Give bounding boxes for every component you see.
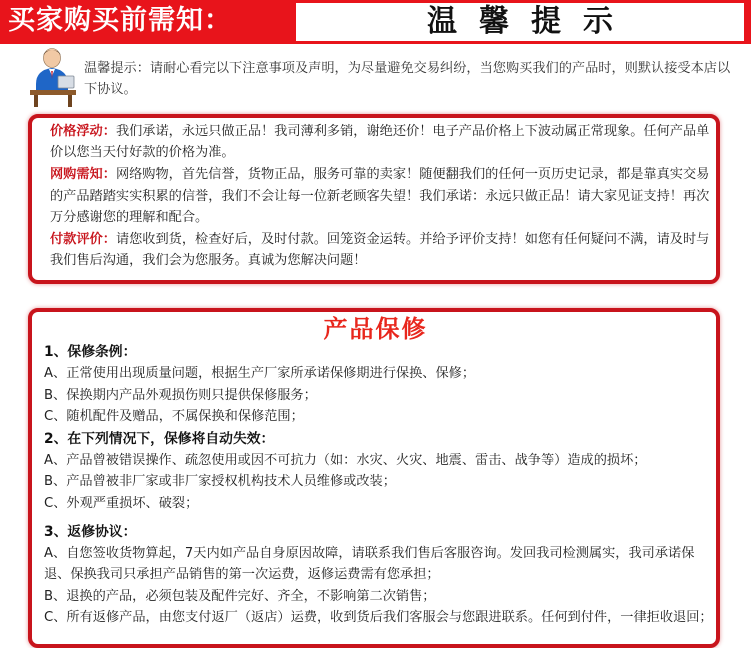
- notice-payment: [50, 229, 710, 271]
- section2-item: A、产品曾被错误操作、疏忽使用或因不可抗力（如：水灾、火灾、地震、雷击、战争等）造成的损坏；: [44, 452, 647, 468]
- person-at-desk-icon: [30, 46, 76, 108]
- notice-price-text: 我们承诺，永远只做正品！我司薄利多销，谢绝还价！电子产品价格上下波动属正常现象。任何产品单价以您当天付好款的价格为准。: [50, 124, 710, 161]
- notice-price: [50, 121, 710, 163]
- section1-item: B、保换期内产品外观损伤则只提供保修服务；: [44, 387, 317, 403]
- warranty-title: 产品保修: [323, 315, 428, 343]
- notice-shopping: [50, 164, 710, 228]
- section1-item: C、随机配件及赠品，不属保换和保修范围；: [44, 409, 304, 425]
- notice-list: [50, 121, 710, 272]
- section2-item: B、产品曾被非厂家或非厂家授权机构技术人员维修或改装；: [44, 474, 396, 490]
- notice-payment-key: 付款评价：: [50, 232, 116, 248]
- section3-item: A、自您签收货物算起，7天内如产品自身原因故障，请联系我们售后客服咨询。发回我司检测属实，我司承诺保退、保换我司只承担产品销售的第一次运费，返修运费需有您承担；: [44, 545, 695, 583]
- section2-heading: 2、在下列情况下，保修将自动失效：: [44, 430, 275, 447]
- banner-right-title: 温馨提示: [427, 4, 635, 39]
- warranty-list: [44, 341, 714, 629]
- top-banner: [0, 0, 751, 44]
- section3-item: B、退换的产品，必须包装及配件完好、齐全，不影响第二次销售；: [44, 588, 436, 604]
- section3-heading: 3、返修协议：: [44, 523, 137, 540]
- section3-item: C、所有返修产品，由您支付返厂（返店）运费，收到货后我们客服会与您跟进联系。任何到付件，一律拒收退回；: [44, 610, 713, 626]
- notice-price-key: 价格浮动：: [50, 124, 116, 139]
- section1-heading: 1、保修条例：: [44, 344, 137, 360]
- banner-right-box: [296, 3, 744, 41]
- section1-item: A、正常使用出现质量问题，根据生产厂家所承诺保修期进行保换、保修；: [44, 366, 476, 381]
- notice-payment-text: 请您收到货，检查好后，及时付款。回笼资金运转。并给予评价支持！如您有任何疑问不满，请及时与我们售后沟通，我们会为您服务。真诚为您解决问题！: [50, 232, 710, 269]
- notice-shopping-key: 网购需知：: [50, 167, 116, 183]
- banner-left-title: 买家购买前需知：: [8, 5, 232, 36]
- notice-shopping-text: 网络购物，首先信誉，货物正品，服务可靠的卖家！随便翻我们的任何一页历史记录，都是靠真实交易的产品踏踏实实积累的信誉，我们不会让每一位新老顾客失望！我们承诺：永远只做正品！请大家见证支持！再次万分感谢您的理解和配合。: [50, 167, 710, 225]
- section2-item: C、外观严重损坏、破裂；: [44, 495, 199, 511]
- intro-text: 温馨提示：请耐心看完以下注意事项及声明，为尽量避免交易纠纷，当您购买我们的产品时，则默认接受本店以下协议。: [84, 61, 731, 97]
